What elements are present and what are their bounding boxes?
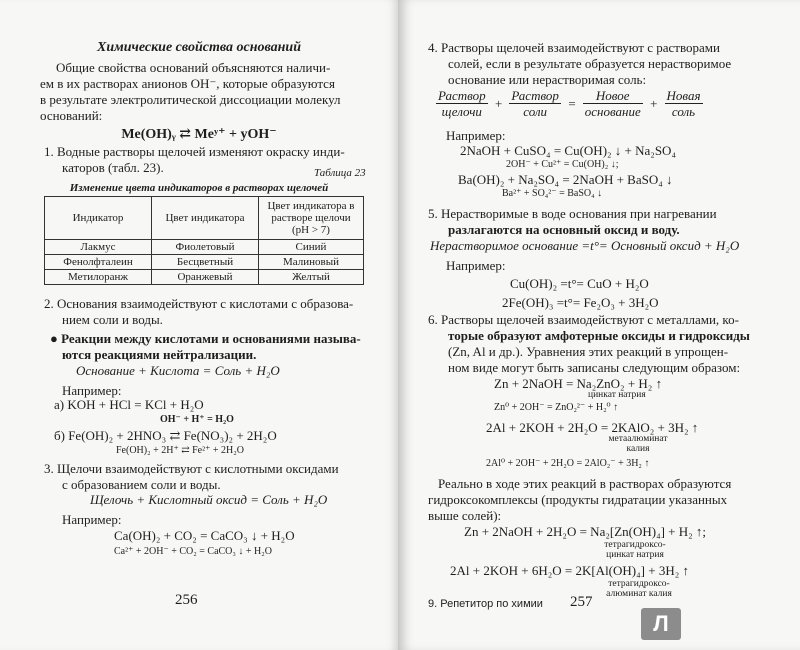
equation-b: б) Fe(OH)₂ + 2HNO₃ ⇄ Fe(NO₃)₂ + 2H₂O xyxy=(54,428,277,443)
equation-3: Ca(OH)₂ + CO₂ = CaCO₃ ↓ + H₂O xyxy=(114,528,295,543)
equation-5a: Cu(OH)₂ =t°= CuO + H₂O xyxy=(510,276,649,291)
table-header-cell: Индикатор xyxy=(45,197,152,240)
decomposition-scheme: Нерастворимое основание =t°= Основный оксид + H₂O xyxy=(430,238,740,253)
annotation-line: алюминат калия xyxy=(606,589,672,599)
equation-5b: 2Fe(OH)₃ =t°= Fe₂O₃ + 3H₂O xyxy=(502,295,659,310)
real-line-3: выше солей): xyxy=(428,508,502,523)
table-header-cell: Цвет индикатора xyxy=(152,197,259,240)
equation-4b: Ba(OH)₂ + Na₂SO₄ = 2NaOH + BaSO₄ ↓ xyxy=(458,172,673,187)
equation-6a-annotation: цинкат натрия xyxy=(588,390,646,400)
table-cell: Малиновый xyxy=(259,255,364,270)
equation-6b-annotation xyxy=(598,434,678,454)
indicator-table xyxy=(44,196,364,285)
example-label: Например: xyxy=(446,258,506,273)
table-row xyxy=(45,270,364,285)
table-row xyxy=(45,255,364,270)
equation-7b-annotation xyxy=(594,579,684,599)
item-1-line-2: каторов (табл. 23). xyxy=(62,160,164,175)
scheme-newsalt-bottom: соль xyxy=(671,104,696,119)
table-cell: Фиолетовый xyxy=(152,240,259,255)
section-title: Химические свойства оснований xyxy=(96,40,301,55)
table-header-row xyxy=(45,197,364,240)
intro-line-2: ем в их растворах анионов OH⁻, которые образуются xyxy=(40,76,335,91)
equation-4b-ionic: Ba²⁺ + SO₄²⁻ = BaSO₄ ↓ xyxy=(502,188,603,199)
left-page xyxy=(0,0,398,650)
item-5-line-1: 5. Нерастворимые в воде основания при нагревании xyxy=(428,206,717,221)
intro-line-3: в результате электролитической диссоциации молекул xyxy=(40,92,341,107)
neutralization-line-2: ются реакциями нейтрализации. xyxy=(62,347,257,362)
table-cell: Лакмус xyxy=(45,240,152,255)
table-cell: Фенолфталеин xyxy=(45,255,152,270)
example-label: Например: xyxy=(62,383,122,398)
item-2-line-2: нием соли и воды. xyxy=(62,312,163,327)
item-4-line-1: 4. Растворы щелочей взаимодействуют с растворами xyxy=(428,40,720,55)
item-6-line-1: 6. Растворы щелочей взаимодействуют с металлами, ко- xyxy=(428,312,739,327)
neutralization-line-1: ● Реакции между кислотами и основаниями называ- xyxy=(50,331,361,346)
publisher-logo-icon: Л xyxy=(641,608,681,640)
table-cell: Бесцветный xyxy=(152,255,259,270)
table-cell: Желтый xyxy=(259,270,364,285)
salt-scheme: $\frac{\text{Раствор}}{\text{щелочи}}$ + $\frac{\text{Раствор}}{\text{соли}}$ = $\frac{\text{Новое}}{\text{основание}}$ + $\frac{\text{Новая}}{\text{соль}}$ xyxy=(438,88,701,119)
table-number: Таблица 23 xyxy=(314,167,366,179)
annotation-line: тетрагидроксо- xyxy=(608,579,670,589)
scheme-newsalt-top: Новая xyxy=(666,88,701,103)
table-header-cell: Цвет индикатора в растворе щелочи (pH > 7) xyxy=(259,197,364,240)
scheme-alkali-bottom: щелочи xyxy=(441,104,482,119)
equation-a-ionic: OH⁻ + H⁺ = H₂O xyxy=(160,414,234,425)
table-cell: Оранжевый xyxy=(152,270,259,285)
equation-6a-ionic: Zn⁰ + 2OH⁻ = ZnO₂²⁻ + H₂⁰ ↑ xyxy=(494,402,619,413)
item-4-line-3: основание или нерастворимая соль: xyxy=(448,72,647,87)
item-4-line-2: солей, если в результате образуется нерастворимое xyxy=(448,56,732,71)
scheme-salt-top: Раствор xyxy=(511,88,559,103)
page-number-257: 257 xyxy=(570,594,593,610)
scheme-base-bottom: основание xyxy=(584,104,641,119)
item-3-line-1: 3. Щелочи взаимодействуют с кислотными оксидами xyxy=(44,461,339,476)
scheme-salt-bottom: соли xyxy=(523,104,548,119)
equation-a: а) KOH + HCl = KCl + H₂O xyxy=(54,397,204,412)
annotation-line: тетрагидроксо- xyxy=(604,540,666,550)
equation-7b: 2Al + 2KOH + 6H₂O = 2K[Al(OH)₄] + 3H₂ ↑ xyxy=(450,563,689,578)
real-line-1: Реально в ходе этих реакций в растворах образуются xyxy=(438,476,732,491)
equation-4a-ionic: 2OH⁻ + Cu²⁺ = Cu(OH)₂ ↓; xyxy=(506,159,619,170)
annotation-line: калия xyxy=(626,444,650,454)
annotation-line: цинкат натрия xyxy=(606,550,664,560)
table-cell: Синий xyxy=(259,240,364,255)
neutralization-scheme: Основание + Кислота = Соль + H₂O xyxy=(76,363,280,378)
table-title: Изменение цвета индикаторов в растворах щелочей xyxy=(69,182,329,194)
dissociation-formula: Me(OH)ᵧ ⇄ Meʸ⁺ + yOH⁻ xyxy=(121,127,277,142)
intro-line-4: оснований: xyxy=(40,108,103,123)
equation-3-ionic: Ca²⁺ + 2OH⁻ + CO₂ = CaCO₃ ↓ + H₂O xyxy=(114,546,272,557)
item-6-line-3: (Zn, Al и др.). Уравнения этих реакций в упрощен- xyxy=(448,344,729,359)
equation-6b-ionic: 2Al⁰ + 2OH⁻ + 2H₂O = 2AlO₂⁻ + 3H₂ ↑ xyxy=(486,458,650,469)
table-row xyxy=(45,240,364,255)
equation-6a: Zn + 2NaOH = Na₂ZnO₂ + H₂ ↑ xyxy=(494,376,663,391)
item-2-line-1: 2. Основания взаимодействуют с кислотами с образова- xyxy=(44,296,354,311)
item-6-line-2: торые образуют амфотерные оксиды и гидроксиды xyxy=(448,328,750,343)
item-3-line-2: с образованием соли и воды. xyxy=(62,477,221,492)
right-page xyxy=(398,0,800,650)
equation-7a-annotation xyxy=(590,540,680,560)
item-5-line-2: разлагаются на основный оксид и воду. xyxy=(448,222,680,237)
example-label: Например: xyxy=(62,512,122,527)
intro-line-1: Общие свойства оснований объясняются наличи- xyxy=(56,60,331,75)
item-6-line-4: ном виде могут быть записаны следующим образом: xyxy=(448,360,741,375)
equation-7a: Zn + 2NaOH + 2H₂O = Na₂[Zn(OH)₄] + H₂ ↑; xyxy=(464,524,707,539)
example-label: Например: xyxy=(446,128,506,143)
real-line-2: гидроксокомплексы (продукты гидратации указанных xyxy=(428,492,728,507)
item-1-line-1: 1. Водные растворы щелочей изменяют окраску инди- xyxy=(44,144,345,159)
scheme-base-top: Новое xyxy=(583,88,643,104)
alkali-scheme: Щелочь + Кислотный оксид = Соль + H₂O xyxy=(90,492,328,507)
equation-6b: 2Al + 2KOH + 2H₂O = 2KAlO₂ + 3H₂ ↑ xyxy=(486,420,699,435)
equation-b-ionic: Fe(OH)₂ + 2H⁺ ⇄ Fe²⁺ + 2H₂O xyxy=(116,445,244,456)
equation-4a: 2NaOH + CuSO₄ = Cu(OH)₂ ↓ + Na₂SO₄ xyxy=(460,143,676,158)
footer-book-title: 9. Репетитор по химии xyxy=(428,598,543,610)
table-cell: Метилоранж xyxy=(45,270,152,285)
scheme-alkali-top: Раствор xyxy=(438,88,486,103)
page-number-256: 256 xyxy=(175,592,198,608)
annotation-line: метаалюминат xyxy=(608,434,668,444)
